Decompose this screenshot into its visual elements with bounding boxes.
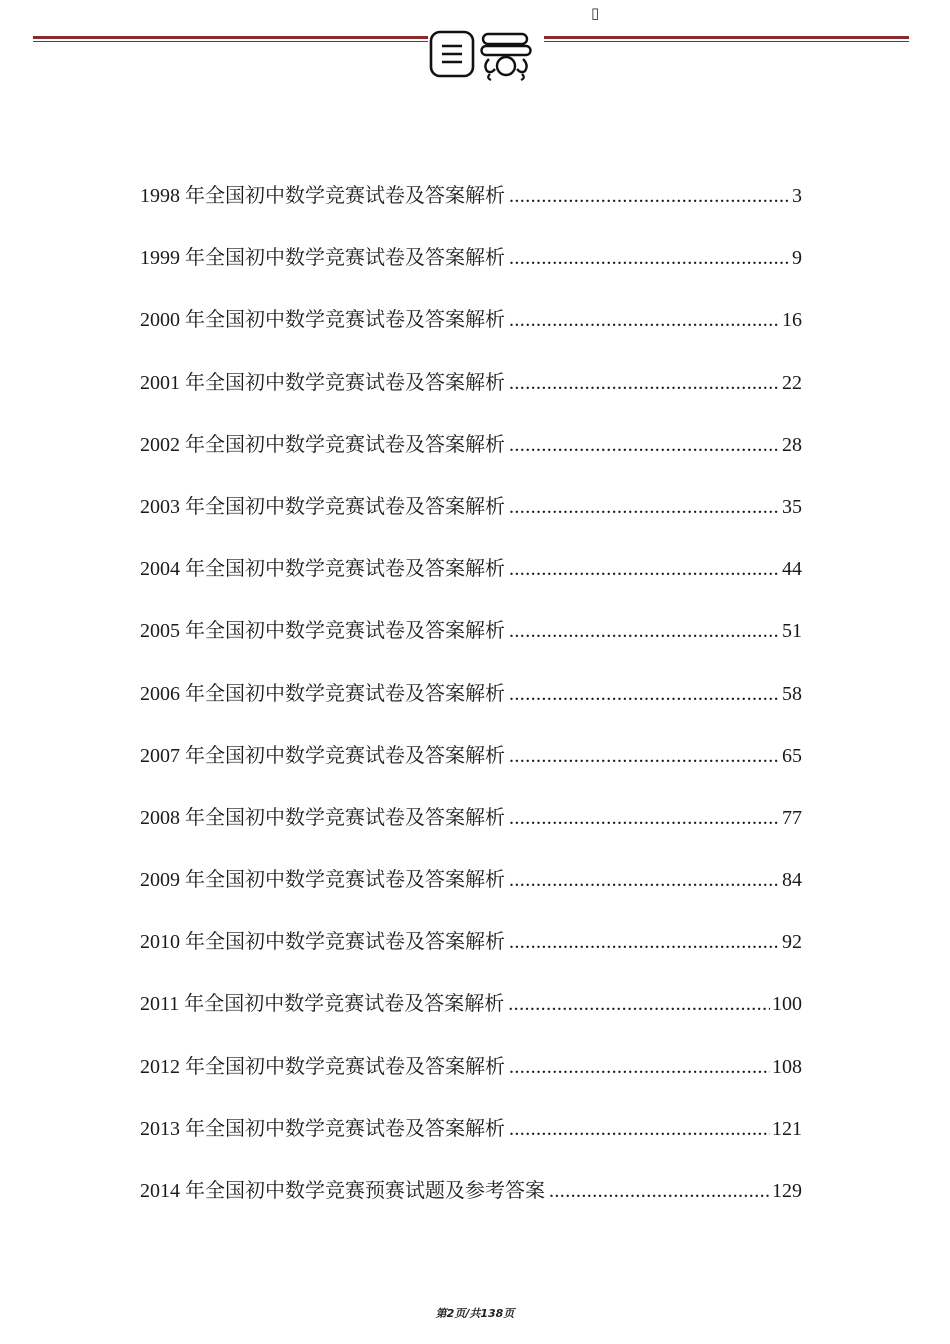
toc-year: 1999: [140, 247, 180, 270]
toc-title: 年全国初中数学竞赛试卷及答案解析: [185, 867, 505, 892]
toc-title: 年全国初中数学竞赛试卷及答案解析: [185, 493, 505, 518]
toc-entry[interactable]: [140, 176, 802, 238]
toc-entry[interactable]: [140, 674, 802, 736]
toc-page-number: 121: [772, 1117, 802, 1140]
toc-entry[interactable]: [140, 1047, 802, 1109]
toc-year: 2013: [140, 1117, 180, 1140]
toc-leader: [549, 1172, 770, 1210]
toc-title: 年全国初中数学竞赛试卷及答案解析: [185, 245, 505, 270]
toc-leader: [509, 861, 780, 899]
toc-title: 年全国初中数学竞赛试卷及答案解析: [185, 307, 505, 332]
toc-leader: [509, 177, 790, 215]
toc-title: 年全国初中数学竞赛试卷及答案解析: [185, 680, 505, 705]
toc-page-number: 129: [772, 1180, 802, 1202]
toc-year: 2008: [140, 806, 180, 829]
toc-title: 年全国初中数学竞赛试卷及答案解析: [185, 1053, 505, 1078]
toc-leader: [509, 301, 780, 339]
toc-page-number: 100: [772, 993, 802, 1016]
toc-title: 年全国初中数学竞赛试卷及答案解析: [185, 1115, 505, 1140]
toc-page-number: 65: [782, 744, 802, 767]
toc-page-number: 35: [782, 495, 802, 518]
toc-year: 2011: [140, 993, 180, 1016]
toc-page-number: 58: [782, 682, 802, 705]
header-glyph: ▯: [591, 4, 600, 22]
toc-page-number: 77: [782, 806, 802, 829]
toc-year: 2009: [140, 869, 180, 892]
page-footer: 第2页/共138页: [435, 1307, 515, 1320]
toc-year: 2002: [140, 433, 180, 456]
title-lettering: [428, 26, 544, 82]
toc-year: 2007: [140, 744, 180, 767]
toc-title: 年全国初中数学竞赛试卷及答案解析: [185, 556, 505, 581]
toc-leader: [509, 1048, 770, 1086]
toc-leader: [509, 675, 780, 713]
toc-entry[interactable]: [140, 425, 802, 487]
toc-page-number: 92: [782, 931, 802, 954]
toc-entry[interactable]: [140, 736, 802, 798]
toc-page-number: 3: [792, 185, 802, 207]
toc-title: 年全国初中数学竞赛试卷及答案解析: [185, 369, 505, 394]
toc-year: 2006: [140, 682, 180, 705]
toc-entry[interactable]: [140, 798, 802, 860]
toc-title: 年全国初中数学竞赛试卷及答案解析: [185, 431, 505, 456]
toc-title: 年全国初中数学竞赛试卷及答案解析: [184, 991, 505, 1016]
toc-year: 1998: [140, 185, 180, 207]
toc-entry[interactable]: [140, 300, 802, 362]
toc-year: 2014: [140, 1180, 180, 1202]
toc-page-number: 16: [782, 309, 802, 332]
toc-leader: [509, 612, 780, 650]
toc-entry[interactable]: [140, 984, 802, 1046]
toc-entry[interactable]: [140, 238, 802, 300]
toc-leader: [509, 550, 780, 588]
toc-year: 2000: [140, 309, 180, 332]
toc-leader: [509, 239, 790, 277]
toc-page-number: 108: [772, 1055, 802, 1078]
toc-entry[interactable]: [140, 922, 802, 984]
toc-page-number: 22: [782, 371, 802, 394]
toc-entry[interactable]: [140, 363, 802, 425]
page-title: [428, 26, 544, 82]
toc-entry[interactable]: [140, 611, 802, 673]
toc-entry[interactable]: [140, 1171, 802, 1233]
table-of-contents: [140, 176, 802, 1233]
toc-title: 年全国初中数学竞赛试卷及答案解析: [185, 804, 505, 829]
toc-leader: [509, 426, 780, 464]
toc-year: 2003: [140, 495, 180, 518]
toc-page-number: 51: [782, 620, 802, 643]
toc-page-number: 28: [782, 433, 802, 456]
toc-leader: [509, 1110, 770, 1148]
toc-leader: [509, 799, 780, 837]
toc-entry[interactable]: [140, 549, 802, 611]
toc-entry[interactable]: [140, 1109, 802, 1171]
toc-page-number: 84: [782, 869, 802, 892]
toc-year: 2005: [140, 620, 180, 643]
toc-year: 2001: [140, 371, 180, 394]
toc-page-number: 44: [782, 558, 802, 581]
toc-entry[interactable]: [140, 487, 802, 549]
toc-title: 年全国初中数学竞赛试卷及答案解析: [185, 742, 505, 767]
toc-page-number: 9: [792, 247, 802, 270]
toc-leader: [509, 488, 780, 526]
toc-title: 年全国初中数学竞赛预赛试题及参考答案: [185, 1178, 545, 1202]
toc-title: 年全国初中数学竞赛试卷及答案解析: [185, 618, 505, 643]
toc-year: 2010: [140, 931, 180, 954]
toc-year: 2012: [140, 1055, 180, 1078]
toc-leader: [509, 737, 780, 775]
toc-title: 年全国初中数学竞赛试卷及答案解析: [185, 183, 505, 207]
toc-title: 年全国初中数学竞赛试卷及答案解析: [185, 929, 505, 954]
toc-leader: [509, 364, 780, 402]
toc-entry[interactable]: [140, 860, 802, 922]
toc-leader: [509, 923, 780, 961]
toc-leader: [508, 985, 770, 1023]
toc-year: 2004: [140, 558, 180, 581]
